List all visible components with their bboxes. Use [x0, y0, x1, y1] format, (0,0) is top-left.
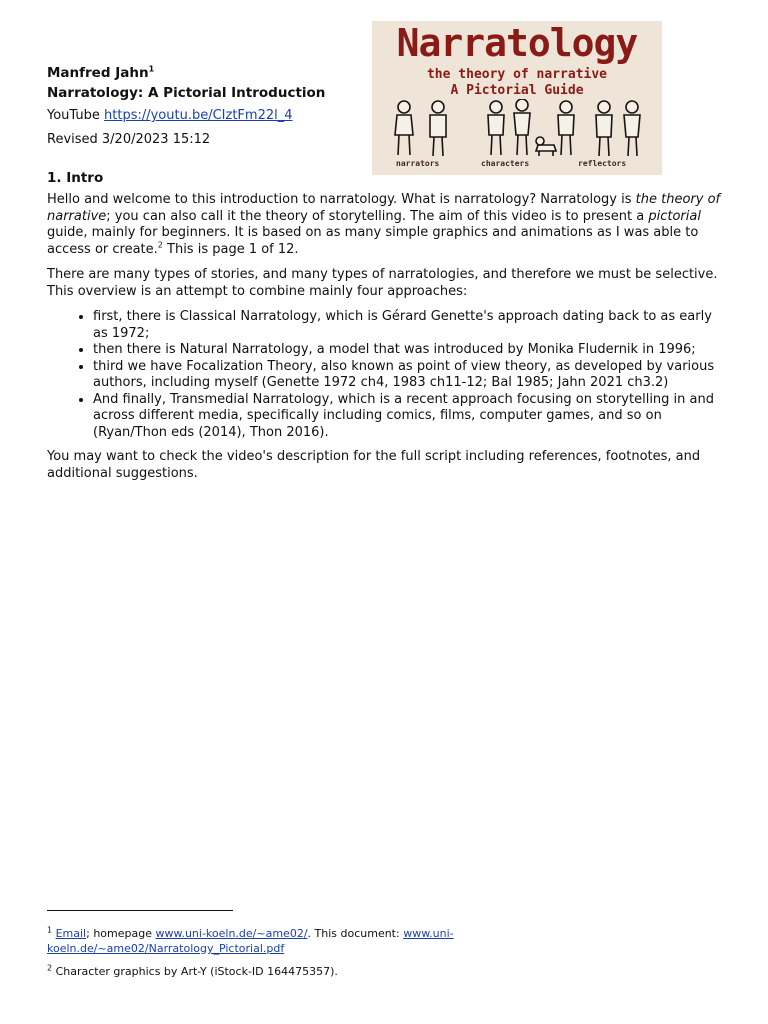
list-item: • third we have Focalization Theory, also known as point of view theory, as developed by various authors, including myself (Genette 1972 ch4, 1983 ch11-12; Bal 1985; Jahn 2021 ch3.2) — [93, 359, 727, 392]
cover-caption-characters: characters — [481, 159, 530, 168]
intro-italic-1: the theory of narrative — [47, 192, 721, 224]
intro-text-4: This is page 1 of 12. — [162, 241, 299, 257]
intro-paragraph — [47, 192, 727, 258]
footnote-1-text-document: . This document: — [307, 927, 404, 940]
footnote-2 — [47, 964, 517, 979]
list-item: • And finally, Transmedial Narratology, which is a recent approach focusing on storytelling in and across different media, specifically including comics, films, computer games, and so on (Ryan/Thon eds (2014), Thon 2016). — [93, 392, 727, 442]
youtube-label: YouTube — [47, 108, 100, 123]
intro-text-3: guide, mainly for beginners. It is based on as many simple graphics and animations as I was able to access or create. — [47, 225, 699, 257]
cover-image — [372, 21, 662, 175]
document-title: Narratology: A Pictorial Introduction — [47, 85, 326, 101]
approaches-list — [47, 309, 727, 441]
document-link[interactable]: www.uni-koeln.de/~ame02/Narratology_Pictorial.pdf — [47, 927, 454, 955]
intro-italic-2: pictorial — [648, 208, 701, 224]
footnote-divider — [47, 910, 233, 911]
cover-title: Narratology — [396, 21, 638, 65]
cover-subtitle-1: the theory of narrative — [426, 67, 607, 82]
footnote-1-text-homepage: ; homepage — [86, 927, 156, 940]
footnote-marker-2[interactable]: 2 — [157, 240, 163, 250]
footnote-1 — [47, 926, 517, 956]
document-header — [47, 63, 367, 150]
youtube-link[interactable]: https://youtu.be/CIztFm22l_4 — [104, 108, 293, 123]
section-heading: 1. Intro — [47, 170, 104, 186]
author-text: Manfred Jahn — [47, 65, 149, 81]
closing-paragraph: You may want to check the video's description for the full script including references, footnotes, and additional suggestions. — [47, 449, 701, 481]
footnote-2-text: Character graphics by Art-Y (iStock-ID 164475357). — [55, 965, 338, 978]
footnote-marker-1[interactable]: 1 — [148, 64, 155, 74]
intro-text-2: ; you can also call it the theory of storytelling. The aim of this video is to present a — [106, 208, 649, 224]
author-name — [47, 63, 367, 83]
character-figures-illustration — [386, 99, 648, 159]
footnote-1-marker: 1 — [47, 925, 53, 935]
intro-text-1: Hello and welcome to this introduction to narratology. What is narratology? Narratology is — [47, 192, 636, 207]
cover-caption-reflectors: reflectors — [578, 159, 627, 168]
homepage-link[interactable]: www.uni-koeln.de/~ame02/ — [155, 927, 308, 940]
cover-subtitle-2: A Pictorial Guide — [450, 83, 584, 98]
youtube-line — [47, 106, 367, 126]
footnote-2-marker: 2 — [47, 963, 53, 973]
revised-date: Revised 3/20/2023 15:12 — [47, 132, 211, 147]
list-item: • then there is Natural Narratology, a model that was introduced by Monika Fludernik in 1996; — [93, 342, 727, 359]
email-link[interactable]: Email — [55, 927, 87, 940]
approaches-intro-paragraph: There are many types of stories, and many types of narratologies, and therefore we must be selective. This overview is an attempt to combine mainly four approaches: — [47, 267, 718, 299]
cover-caption-narrators: narrators — [396, 159, 440, 168]
list-item: • first, there is Classical Narratology, which is Gérard Genette's approach dating back to as early as 1972; — [93, 309, 727, 342]
